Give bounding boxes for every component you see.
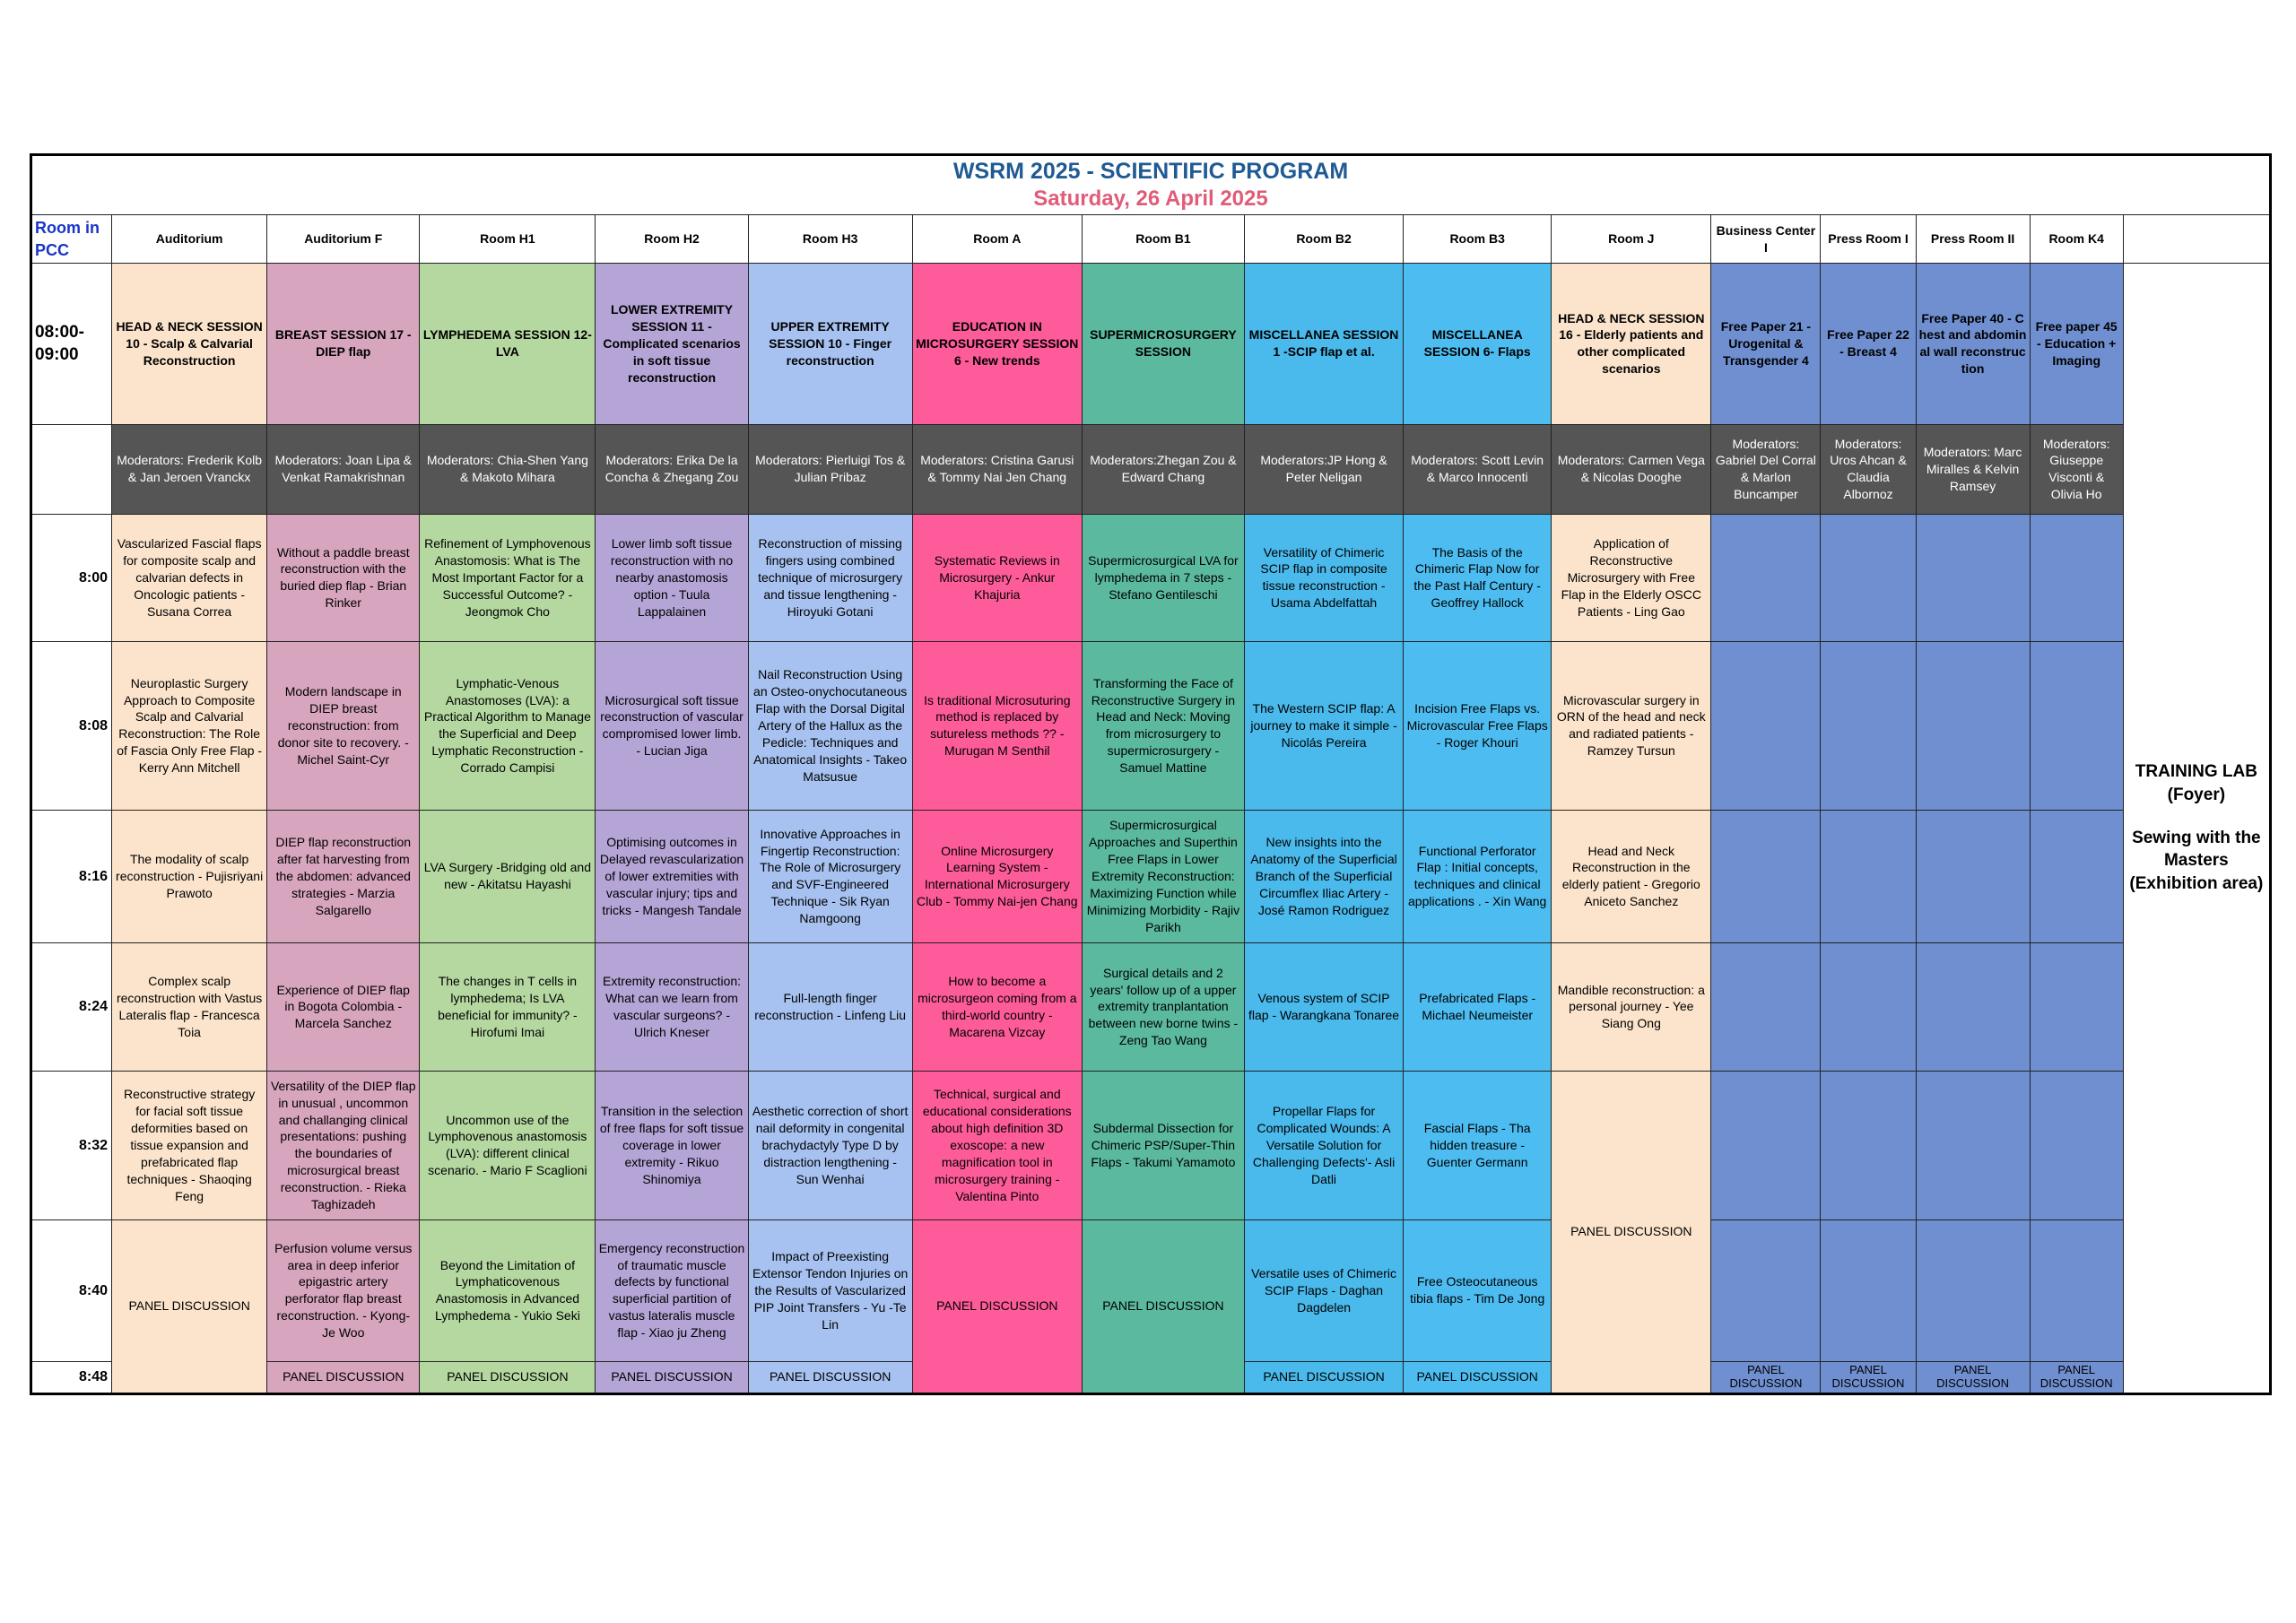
talk-cell: Perfusion volume versus area in deep inferior epigastric artery perforator flap breast reconstruction. - Kyong-Je Woo — [267, 1219, 420, 1361]
session-title: Free Paper 22 - Breast 4 — [1821, 263, 1916, 424]
talk-cell: Reconstructive strategy for facial soft tissue deformities based on tissue expansion and prefabricated flap techniques - Shaoqing Feng — [112, 1071, 267, 1219]
free-paper-cell — [1711, 942, 1821, 1071]
program-title: WSRM 2025 - SCIENTIFIC PROGRAM — [952, 159, 1349, 184]
panel-discussion-cell: PANEL DISCUSSION — [1552, 1071, 1711, 1393]
moderators: Moderators: Pierluigi Tos & Julian Pribaz — [748, 424, 912, 514]
free-paper-cell — [1916, 1219, 2030, 1361]
slot-row-808 — [31, 641, 2271, 810]
time-label: 8:40 — [31, 1219, 112, 1361]
panel-discussion-cell: PANEL DISCUSSION — [912, 1219, 1082, 1393]
talk-cell: DIEP flap reconstruction after fat harvesting from the abdomen: advanced strategies - Marzia Salgarello — [267, 810, 420, 942]
moderators: Moderators: Chia-Shen Yang & Makoto Mihara — [420, 424, 596, 514]
panel-discussion-cell: PANEL DISCUSSION — [1916, 1361, 2030, 1393]
moderators: Moderators: Carmen Vega & Nicolas Dooghe — [1552, 424, 1711, 514]
talk-cell: Free Osteocutaneous tibia flaps - Tim De Jong — [1404, 1219, 1552, 1361]
blank-cell — [31, 424, 112, 514]
free-paper-cell — [2030, 514, 2123, 641]
talk-cell: Transition in the selection of free flaps for soft tissue coverage in lower extremity - Rikuo Shinomiya — [596, 1071, 748, 1219]
free-paper-cell — [1821, 1219, 1916, 1361]
talk-cell: Technical, surgical and educational considerations about high definition 3D exoscope: a new magnification tool in microsurgery training - Valentina Pinto — [912, 1071, 1082, 1219]
session-time: 08:00-09:00 — [31, 263, 112, 424]
talk-cell: Subdermal Dissection for Chimeric PSP/Super-Thin Flaps - Takumi Yamamoto — [1082, 1071, 1244, 1219]
talk-cell: Incision Free Flaps vs. Microvascular Free Flaps - Roger Khouri — [1404, 641, 1552, 810]
room-header: Room H1 — [420, 215, 596, 264]
training-lab-cell — [2123, 263, 2270, 1393]
talk-cell: Lymphatic-Venous Anastomoses (LVA): a Practical Algorithm to Manage the Superficial and Deep Lymphatic Reconstruction - Corrado Campisi — [420, 641, 596, 810]
training-line: Sewing with the — [2132, 828, 2261, 847]
talk-cell: Innovative Approaches in Fingertip Reconstruction: The Role of Microsurgery and SVF-Engineered Technique - Sik Ryan Namgoong — [748, 810, 912, 942]
panel-discussion-cell: PANEL DISCUSSION — [1244, 1361, 1403, 1393]
moderators: Moderators: Erika De la Concha & Zhegang Zou — [596, 424, 748, 514]
panel-discussion-cell: PANEL DISCUSSION — [1821, 1361, 1916, 1393]
room-header: Press Room I — [1821, 215, 1916, 264]
talk-cell: Beyond the Limitation of Lymphaticovenous Anastomosis in Advanced Lymphedema - Yukio Seki — [420, 1219, 596, 1361]
talk-cell: Modern landscape in DIEP breast reconstruction: from donor site to recovery. - Michel Saint-Cyr — [267, 641, 420, 810]
moderators: Moderators: Frederik Kolb & Jan Jeroen Vranckx — [112, 424, 267, 514]
moderators: Moderators: Cristina Garusi & Tommy Nai Jen Chang — [912, 424, 1082, 514]
room-header: Auditorium — [112, 215, 267, 264]
talk-cell: Application of Reconstructive Microsurgery with Free Flap in the Elderly OSCC Patients - Ling Gao — [1552, 514, 1711, 641]
talk-cell: Vascularized Fascial flaps for composite scalp and calvarian defects in Oncologic patients - Susana Correa — [112, 514, 267, 641]
session-title: LOWER EXTREMITY SESSION 11 - Complicated scenarios in soft tissue reconstruction — [596, 263, 748, 424]
free-paper-cell — [1916, 810, 2030, 942]
room-header: Room B1 — [1082, 215, 1244, 264]
free-paper-cell — [1916, 514, 2030, 641]
free-paper-cell — [1821, 1071, 1916, 1219]
room-header: Room K4 — [2030, 215, 2123, 264]
talk-cell: Is traditional Microsuturing method is replaced by sutureless methods ?? - Murugan M Senthil — [912, 641, 1082, 810]
session-title: HEAD & NECK SESSION 10 - Scalp & Calvarial Reconstruction — [112, 263, 267, 424]
moderators: Moderators:Zhegan Zou & Edward Chang — [1082, 424, 1244, 514]
free-paper-cell — [1711, 641, 1821, 810]
talk-cell: Optimising outcomes in Delayed revascularization of lower extremities with vascular injury; tips and tricks - Mangesh Tandale — [596, 810, 748, 942]
room-header: Room H3 — [748, 215, 912, 264]
room-header: Press Room II — [1916, 215, 2030, 264]
moderators-row — [31, 424, 2271, 514]
talk-cell: Online Microsurgery Learning System - International Microsurgery Club - Tommy Nai-jen Chang — [912, 810, 1082, 942]
talk-cell: The changes in T cells in lymphedema; Is LVA beneficial for immunity? - Hirofumi Imai — [420, 942, 596, 1071]
talk-cell: Microvascular surgery in ORN of the head and neck and radiated patients - Ramzey Tursun — [1552, 641, 1711, 810]
talk-cell: Nail Reconstruction Using an Osteo-onychocutaneous Flap with the Dorsal Digital Artery of the Hallux as the Pedicle: Techniques and Anatomical Insights - Takeo Matsusue — [748, 641, 912, 810]
panel-discussion-cell: PANEL DISCUSSION — [267, 1361, 420, 1393]
free-paper-cell — [1916, 1071, 2030, 1219]
talk-cell: The Western SCIP flap: A journey to make it simple - Nicolás Pereira — [1244, 641, 1403, 810]
talk-cell: Impact of Preexisting Extensor Tendon Injuries on the Results of Vascularized PIP Joint Transfers - Yu -Te Lin — [748, 1219, 912, 1361]
moderators: Moderators: Gabriel Del Corral & Marlon Buncamper — [1711, 424, 1821, 514]
program-header — [31, 155, 2271, 215]
session-title: EDUCATION IN MICROSURGERY SESSION 6 - New trends — [912, 263, 1082, 424]
training-line: (Foyer) — [2167, 785, 2226, 804]
time-label: 8:00 — [31, 514, 112, 641]
talk-cell: Fascial Flaps - Tha hidden treasure - Guenter Germann — [1404, 1071, 1552, 1219]
program-date: Saturday, 26 April 2025 — [1033, 187, 1268, 212]
talk-cell: Refinement of Lymphovenous Anastomosis: What is The Most Important Factor for a Successful Outcome? - Jeongmok Cho — [420, 514, 596, 641]
free-paper-cell — [2030, 641, 2123, 810]
free-paper-cell — [2030, 942, 2123, 1071]
talk-cell: Extremity reconstruction: What can we learn from vascular surgeons? - Ulrich Kneser — [596, 942, 748, 1071]
moderators: Moderators: Joan Lipa & Venkat Ramakrishnan — [267, 424, 420, 514]
free-paper-cell — [1711, 1071, 1821, 1219]
talk-cell: How to become a microsurgeon coming from a third-world country - Macarena Vizcay — [912, 942, 1082, 1071]
slot-row-824 — [31, 942, 2271, 1071]
session-title: HEAD & NECK SESSION 16 - Elderly patients and other complicated scenarios — [1552, 263, 1711, 424]
room-label: Room in PCC — [31, 215, 112, 264]
training-line: (Exhibition area) — [2129, 873, 2264, 893]
free-paper-cell — [1916, 641, 2030, 810]
training-line: Masters — [2163, 851, 2229, 871]
talk-cell: Full-length finger reconstruction - Linfeng Liu — [748, 942, 912, 1071]
free-paper-cell — [2030, 1219, 2123, 1361]
free-paper-cell — [1711, 1219, 1821, 1361]
moderators: Moderators: Scott Levin & Marco Innocenti — [1404, 424, 1552, 514]
room-header: Room H2 — [596, 215, 748, 264]
talk-cell: Transforming the Face of Reconstructive Surgery in Head and Neck: Moving from microsurgery to supermicrosurgery - Samuel Mattine — [1082, 641, 1244, 810]
free-paper-cell — [1821, 942, 1916, 1071]
training-line: TRAINING LAB — [2135, 762, 2257, 782]
talk-cell: Mandible reconstruction: a personal journey - Yee Siang Ong — [1552, 942, 1711, 1071]
talk-cell: Experience of DIEP flap in Bogota Colombia - Marcela Sanchez — [267, 942, 420, 1071]
talk-cell: Systematic Reviews in Microsurgery - Ankur Khajuria — [912, 514, 1082, 641]
rooms-row — [31, 215, 2271, 264]
talk-cell: LVA Surgery -Bridging old and new - Akitatsu Hayashi — [420, 810, 596, 942]
slot-row-840 — [31, 1219, 2271, 1361]
schedule-table — [30, 153, 2272, 1395]
talk-cell: Microsurgical soft tissue reconstruction of vascular compromised lower limb. - Lucian Jiga — [596, 641, 748, 810]
session-title: Free paper 45 - Education + Imaging — [2030, 263, 2123, 424]
room-header: Business Center I — [1711, 215, 1821, 264]
time-label: 8:48 — [31, 1361, 112, 1393]
sessions-row — [31, 263, 2271, 424]
session-title: SUPERMICROSURGERY SESSION — [1082, 263, 1244, 424]
room-header: Room J — [1552, 215, 1711, 264]
time-label: 8:08 — [31, 641, 112, 810]
slot-row-800 — [31, 514, 2271, 641]
panel-discussion-cell: PANEL DISCUSSION — [1711, 1361, 1821, 1393]
panel-discussion-cell: PANEL DISCUSSION — [2030, 1361, 2123, 1393]
talk-cell: Supermicrosurgical Approaches and Superthin Free Flaps in Lower Extremity Reconstruction: Maximizing Function while Minimizing Morbidity - Rajiv Parikh — [1082, 810, 1244, 942]
talk-cell: The Basis of the Chimeric Flap Now for the Past Half Century - Geoffrey Hallock — [1404, 514, 1552, 641]
talk-cell: The modality of scalp reconstruction - Pujisriyani Prawoto — [112, 810, 267, 942]
moderators: Moderators: Giuseppe Visconti & Olivia Ho — [2030, 424, 2123, 514]
free-paper-cell — [1821, 810, 1916, 942]
room-header: Room B2 — [1244, 215, 1403, 264]
session-title: MISCELLANEA SESSION 1 -SCIP flap et al. — [1244, 263, 1403, 424]
free-paper-cell — [1821, 641, 1916, 810]
room-header: Auditorium F — [267, 215, 420, 264]
session-title: MISCELLANEA SESSION 6- Flaps — [1404, 263, 1552, 424]
time-label: 8:24 — [31, 942, 112, 1071]
panel-discussion-cell: PANEL DISCUSSION — [420, 1361, 596, 1393]
slot-row-816 — [31, 810, 2271, 942]
slot-row-832 — [31, 1071, 2271, 1219]
panel-discussion-cell: PANEL DISCUSSION — [1404, 1361, 1552, 1393]
talk-cell: Functional Perforator Flap : Initial concepts, techniques and clinical applications . - Xin Wang — [1404, 810, 1552, 942]
session-title: Free Paper 21 - Urogenital & Transgender 4 — [1711, 263, 1821, 424]
talk-cell: Versatility of Chimeric SCIP flap in composite tissue reconstruction - Usama Abdelfattah — [1244, 514, 1403, 641]
talk-cell: Aesthetic correction of short nail deformity in congenital brachydactyly Type D by distraction lengthening - Sun Wenhai — [748, 1071, 912, 1219]
talk-cell: Without a paddle breast reconstruction with the buried diep flap - Brian Rinker — [267, 514, 420, 641]
talk-cell: Versatile uses of Chimeric SCIP Flaps - Daghan Dagdelen — [1244, 1219, 1403, 1361]
time-label: 8:16 — [31, 810, 112, 942]
room-header: Room A — [912, 215, 1082, 264]
panel-discussion-cell: PANEL DISCUSSION — [1082, 1219, 1244, 1393]
free-paper-cell — [1821, 514, 1916, 641]
room-header: Room B3 — [1404, 215, 1552, 264]
talk-cell: Emergency reconstruction of traumatic muscle defects by functional superficial partition of vastus lateralis muscle flap - Xiao ju Zheng — [596, 1219, 748, 1361]
session-title: BREAST SESSION 17 - DIEP flap — [267, 263, 420, 424]
talk-cell: Neuroplastic Surgery Approach to Composite Scalp and Calvarial Reconstruction: The Role of Fascia Only Free Flap - Kerry Ann Mitchell — [112, 641, 267, 810]
talk-cell: Supermicrosurgical LVA for lymphedema in 7 steps - Stefano Gentileschi — [1082, 514, 1244, 641]
talk-cell: Head and Neck Reconstruction in the elderly patient - Gregorio Aniceto Sanchez — [1552, 810, 1711, 942]
moderators: Moderators: Uros Ahcan & Claudia Albornoz — [1821, 424, 1916, 514]
talk-cell: Prefabricated Flaps - Michael Neumeister — [1404, 942, 1552, 1071]
talk-cell: Surgical details and 2 years' follow up of a upper extremity tranplantation between new borne twins - Zeng Tao Wang — [1082, 942, 1244, 1071]
talk-cell: Versatility of the DIEP flap in unusual , uncommon and challanging clinical presentations: pushing the boundaries of microsurgical breast reconstruction. - Rieka Taghizadeh — [267, 1071, 420, 1219]
free-paper-cell — [1916, 942, 2030, 1071]
free-paper-cell — [2030, 810, 2123, 942]
panel-discussion-cell: PANEL DISCUSSION — [596, 1361, 748, 1393]
session-title: UPPER EXTREMITY SESSION 10 - Finger reconstruction — [748, 263, 912, 424]
session-title: LYMPHEDEMA SESSION 12- LVA — [420, 263, 596, 424]
talk-cell: Reconstruction of missing fingers using combined technique of microsurgery and tissue lengthening - Hiroyuki Gotani — [748, 514, 912, 641]
panel-discussion-cell: PANEL DISCUSSION — [112, 1219, 267, 1393]
time-label: 8:32 — [31, 1071, 112, 1219]
panel-discussion-cell: PANEL DISCUSSION — [748, 1361, 912, 1393]
talk-cell: Propellar Flaps for Complicated Wounds: A Versatile Solution for Challenging Defects'- Asli Datli — [1244, 1071, 1403, 1219]
talk-cell: Uncommon use of the Lymphovenous anastomosis (LVA): different clinical scenario. - Mario F Scaglioni — [420, 1071, 596, 1219]
session-title: Free Paper 40 - Chest and abdominal wall reconstruction — [1916, 263, 2030, 424]
moderators: Moderators: Marc Miralles & Kelvin Ramsey — [1916, 424, 2030, 514]
talk-cell: Venous system of SCIP flap - Warangkana Tonaree — [1244, 942, 1403, 1071]
talk-cell: Lower limb soft tissue reconstruction with no nearby anastomosis option - Tuula Lappalainen — [596, 514, 748, 641]
talk-cell: Complex scalp reconstruction with Vastus Lateralis flap - Francesca Toia — [112, 942, 267, 1071]
moderators: Moderators:JP Hong & Peter Neligan — [1244, 424, 1403, 514]
free-paper-cell — [1711, 810, 1821, 942]
blank-cell — [2123, 215, 2270, 264]
free-paper-cell — [1711, 514, 1821, 641]
free-paper-cell — [2030, 1071, 2123, 1219]
talk-cell: New insights into the Anatomy of the Superficial Branch of the Superficial Circumflex Iliac Artery - José Ramon Rodriguez — [1244, 810, 1403, 942]
